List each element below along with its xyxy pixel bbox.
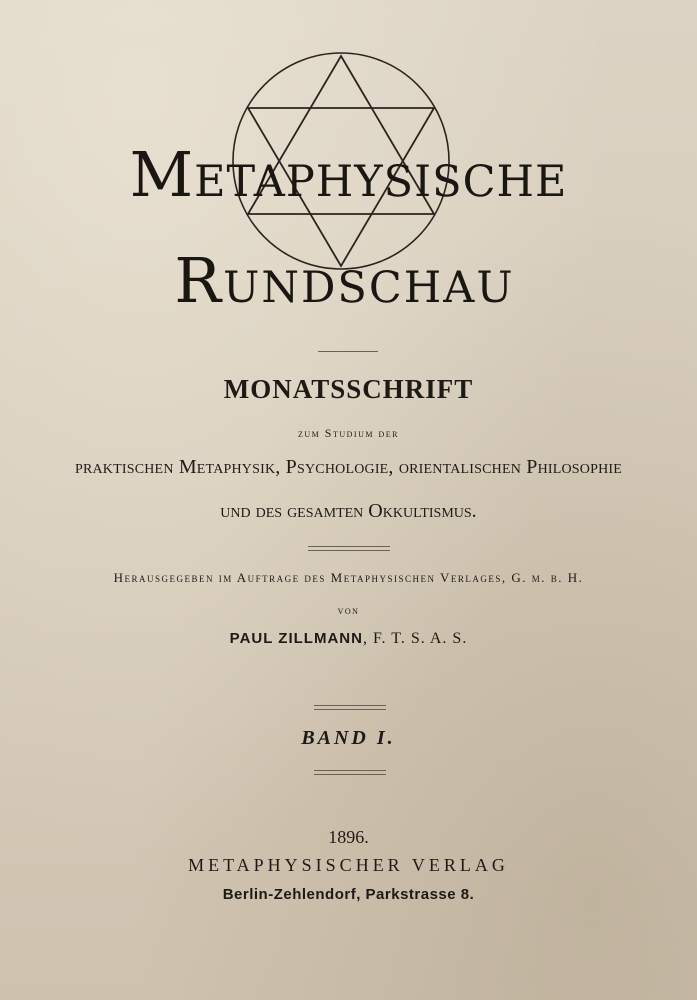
divider-4 (314, 770, 386, 775)
description-line-3: und des gesamten Okkultismus. (220, 500, 477, 522)
description-line-2: praktischen Metaphysik, Psychologie, orientalischen Philosophie (74, 456, 623, 478)
publisher-note: Herausgegeben im Auftrage des Metaphysischen Verlages, G. m. b. H. (113, 570, 584, 585)
divider-1 (318, 351, 378, 352)
divider-3 (314, 705, 386, 710)
author-suffix: , F. T. S. A. S. (362, 630, 468, 647)
title-line-1: Metaphysische (129, 138, 568, 211)
description-line-1: zum Studium der (298, 426, 399, 440)
title-line-2: Rundschau (174, 244, 515, 317)
imprint-publisher: METAPHYSISCHER VERLAG (188, 855, 509, 875)
by-line: von (337, 605, 360, 617)
volume: BAND I. (301, 727, 396, 749)
divider-2 (308, 546, 390, 551)
subtitle: MONATSSCHRIFT (223, 374, 474, 404)
imprint-year: 1896. (328, 827, 369, 847)
imprint-address: Berlin-Zehlendorf, Parkstrasse 8. (222, 886, 475, 903)
author-name: PAUL ZILLMANN (229, 630, 363, 647)
author (0, 630, 697, 648)
